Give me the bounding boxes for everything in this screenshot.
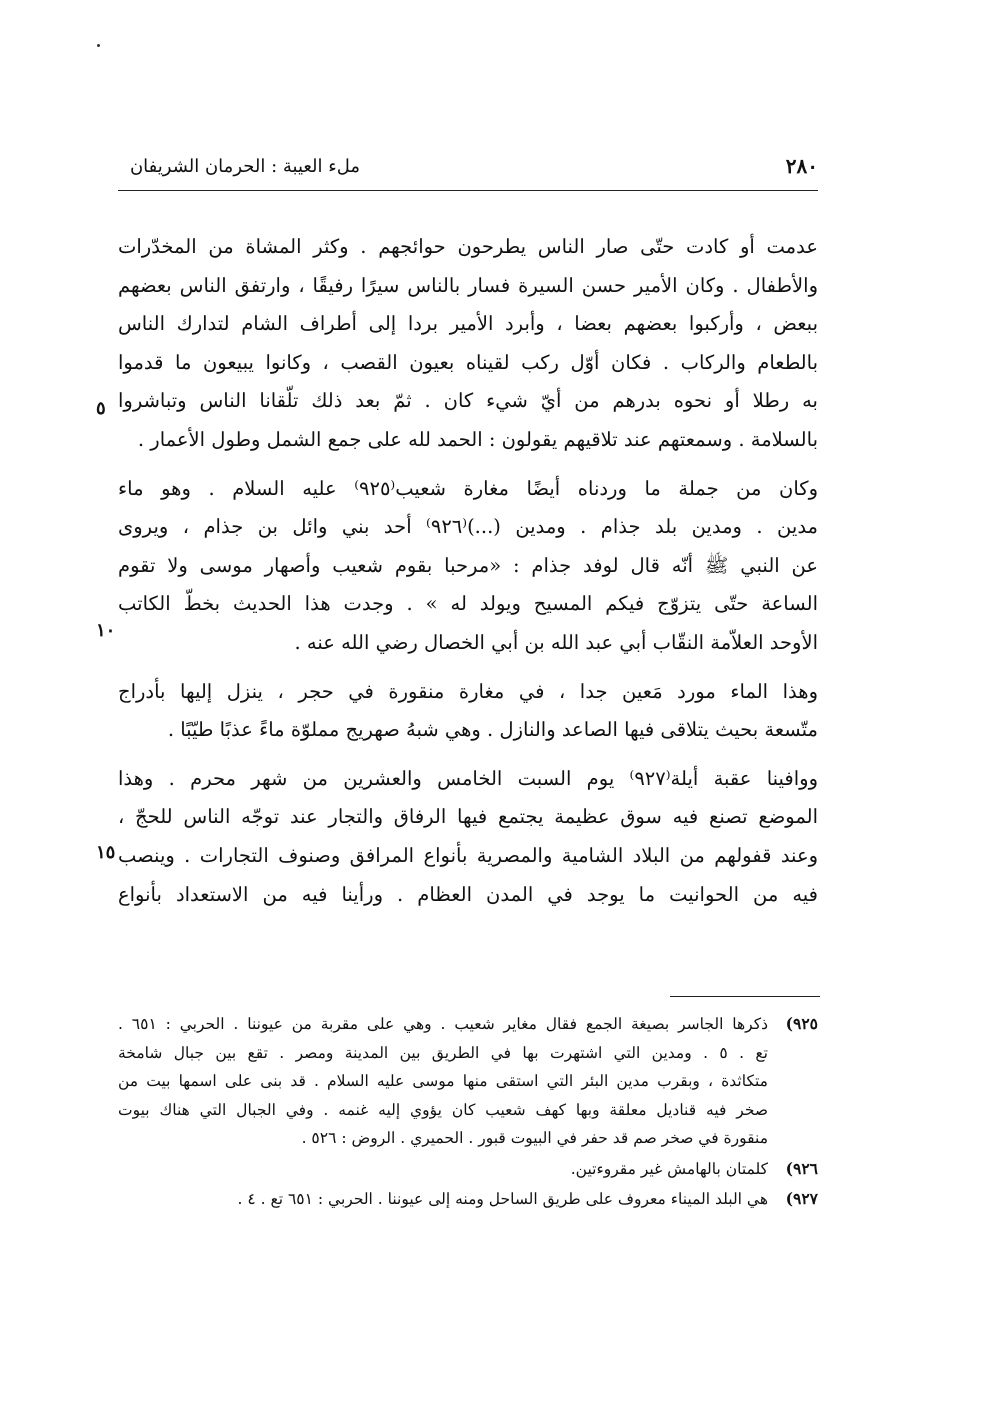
footnote-body (118, 1155, 768, 1184)
footnote-line: منقورة في صخر صم قد حفر في البيوت قبور . الحميري . الروض : ٥٢٦ . (301, 1129, 768, 1147)
footnote-number: ٩٢٦) (785, 1158, 818, 1178)
footnote-body (118, 1185, 768, 1214)
text-line: عدمت أو كادت حتّى صار الناس يطرحون حوائجهم . وكثر المشاة من المخدّرات (118, 235, 818, 258)
text-line: ووافينا عقبة أيلة⁽٩٢٧⁾ يوم السبت الخامس والعشرين من شهر محرم . وهذا (118, 766, 818, 790)
text-line: الموضع تصنع فيه سوق عظيمة يجتمع فيها الرفاق والتجار عند توجّه الناس للحجّ ، (118, 805, 818, 829)
text-line: فيه من الحوانيت ما يوجد في المدن العظام . ورأينا فيه من الاستعداد بأنواع (118, 882, 818, 906)
text-line: عن النبي ﷺ أنّه قال لوفد جذام : «مرحبا بقوم شعيب وأصهار موسى ولا تقوم (118, 553, 818, 577)
footnote-line: تع . ٥ . ومدين التي اشتهرت بها في الطريق بين المدينة ومصر . تقع بين جبال شامخة (118, 1043, 768, 1062)
header-rule (118, 190, 818, 191)
text-line: وكان من جملة ما وردناه أيضًا مغارة شعيب⁽٩٢٥⁾ عليه السلام . وهو ماء (118, 476, 818, 500)
text-line: متّسعة بحيث يتلاقى فيها الصاعد والنازل . وهي شبهُ صهريج مملوّة ماءً عذبًا طيّبًا . (167, 718, 818, 742)
footnote-number: ٩٢٧) (785, 1189, 818, 1208)
footnote-925 (118, 1010, 818, 1153)
line-number-15: ١٥ (96, 842, 116, 863)
footnote-line: كلمتان بالهامش غير مقروءتين. (570, 1159, 768, 1178)
footnote-line: متكاثدة ، وبقرب مدين البئر التي استقى منها موسى عليه السلام . قد بنى على اسمها بيت من (118, 1072, 768, 1090)
footnote-line: صخر فيه قناديل معلقة وبها كهف شعيب كان يؤوي إليه غنمه . وفي الجبال التي هناك بيوت (118, 1100, 768, 1119)
text-line: وهذا الماء مورد مَعين جدا ، في مغارة منقورة في حجر ، ينزل إليها بأدراج (118, 679, 818, 703)
paragraph (118, 673, 818, 750)
footnote-line: ذكرها الجاسر بصيغة الجمع فقال مغاير شعيب . وهي على مقربة من عيوننا . الحربي : ٦٥١ . (118, 1015, 768, 1033)
running-title: ملء العيبة : الحرمان الشريفان (129, 156, 360, 177)
line-number-5: ٥ (96, 398, 106, 419)
page-header (118, 148, 818, 188)
footnotes (118, 1010, 818, 1216)
main-text (118, 228, 818, 924)
text-line: بالسلامة . وسمعتهم عند تلاقيهم يقولون : الحمد لله على جمع الشمل وطول الأعمار . (137, 427, 818, 451)
paragraph (118, 760, 818, 914)
text-line: والأطفال . وكان الأمير حسن السيرة فسار بالناس سيرًا رفيقًا ، وارتفق الناس بعضهم (118, 273, 818, 297)
footnote-line: هي البلد الميناء معروف على طريق الساحل ومنه إلى عيوننا . الحربي : ٦٥١ تع . ٤ . (237, 1190, 768, 1208)
text-line: بالطعام والركاب . فكان أوّل ركب لقيناه بعيون القصب ، وكانوا يبيعون ما قدموا (118, 350, 818, 374)
footnote-number: ٩٢٥) (785, 1014, 818, 1033)
footnote-926 (118, 1155, 818, 1184)
text-line: به رطلا أو نحوه بدرهم من أيّ شيء كان . ثمّ بعد ذلك تلّقانا الناس وتباشروا (118, 389, 818, 413)
text-line: وعند قفولهم من البلاد الشامية والمصرية بأنواع المرافق وصنوف التجارات . وينصب (118, 843, 818, 867)
text-line: مدين . ومدين بلد جذام . ومدين (...)⁽٩٢٦⁾ أحد بني وائل بن جذام ، ويروى (118, 515, 818, 539)
text-line: ببعض ، وأركبوا بعضهم بعضا ، وأبرد الأمير بردا إلى أطراف الشام لتدارك الناس (118, 312, 818, 336)
scan-speck (97, 44, 100, 47)
footnote-rule (670, 996, 820, 997)
footnote-927 (118, 1185, 818, 1214)
paragraph (118, 470, 818, 663)
text-line: الأوحد العلاّمة النقّاب أبي عبد الله بن أبي الخصال رضي الله عنه . (294, 630, 818, 654)
text-line: الساعة حتّى يتزوّج فيكم المسيح ويولد له » . وجدت هذا الحديث بخطّ الكاتب (118, 592, 818, 616)
page-number: ٢٨٠ (785, 154, 818, 178)
footnote-body (118, 1010, 768, 1153)
paragraph (118, 228, 818, 460)
line-number-10: ١٠ (96, 620, 116, 641)
